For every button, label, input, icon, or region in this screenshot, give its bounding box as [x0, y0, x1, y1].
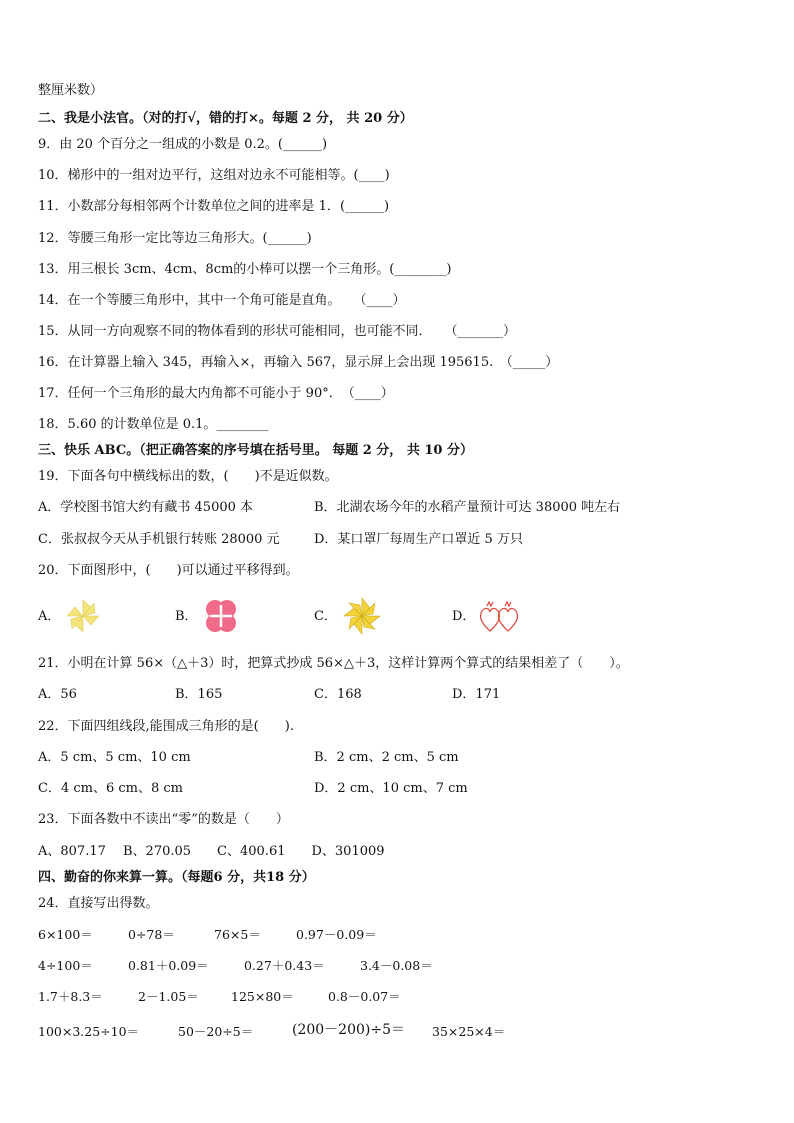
q20-option-a: A． — [38, 609, 61, 624]
question-19-stem: 19．下面各句中横线标出的数，( )不是近似数。 — [38, 469, 338, 484]
question-13: 13．用三根长 3cm、4cm、8cm的小棒可以摆一个三角形。(________) — [38, 262, 452, 277]
calc-item: 100×3.25÷10＝ — [38, 1024, 140, 1039]
q22-option-d: D．2 cm、10 cm、7 cm — [314, 781, 468, 796]
calc-item: 35×25×4＝ — [432, 1024, 506, 1039]
question-21-stem: 21．小明在计算 56×（△＋3）时，把算式抄成 56×△＋3，这样计算两个算式的结果相差了（ ）。 — [38, 656, 629, 671]
question-23-stem: 23．下面各数中不读出“零”的数是（ ） — [38, 812, 289, 827]
q19-option-b: B．北湖农场今年的水稻产量预计可达 38000 吨左右 — [314, 500, 621, 515]
question-16: 16．在计算器上输入 345，再输入×，再输入 567，显示屏上会出现 195615. （_____） — [38, 355, 559, 370]
calc-item: 50－20÷5＝ — [178, 1024, 254, 1039]
q21-option-d: D．171 — [452, 687, 501, 702]
question-20-stem: 20．下面图形中，( )可以通过平移得到。 — [38, 563, 299, 578]
question-18: 18．5.60 的计数单位是 0.1。________ — [38, 417, 269, 432]
star-pinwheel-figure — [340, 596, 384, 636]
pinwheel-figure — [62, 598, 104, 634]
calc-item: 76×5＝ — [214, 927, 261, 942]
calc-item: 1.7＋8.3＝ — [38, 989, 103, 1004]
calc-item: 125×80＝ — [231, 989, 294, 1004]
q20-option-d: D． — [452, 609, 476, 624]
question-17: 17．任何一个三角形的最大内角都不可能小于 90°． （____） — [38, 386, 394, 401]
calc-item: 3.4－0.08＝ — [360, 958, 433, 973]
calc-item: 2－1.05＝ — [138, 989, 199, 1004]
question-22-stem: 22．下面四组线段,能围成三角形的是( ). — [38, 719, 294, 734]
q22-option-a: A．5 cm、5 cm、10 cm — [38, 750, 191, 765]
q19-option-c: C．张叔叔今天从手机银行转账 28000 元 — [38, 532, 280, 547]
q21-option-c: C．168 — [314, 687, 362, 702]
q21-option-b: B．165 — [175, 687, 223, 702]
q20-option-b: B． — [175, 609, 198, 624]
calc-item: (200－200)÷5＝ — [292, 1022, 406, 1038]
section-4-heading: 四、勤奋的你来算一算。（每题6 分，共18 分） — [38, 870, 315, 885]
q22-option-c: C．4 cm、6 cm、8 cm — [38, 781, 183, 796]
q21-option-a: A．56 — [38, 687, 77, 702]
question-24: 24．直接写出得数。 — [38, 896, 159, 911]
hearts-figure — [476, 598, 524, 634]
q22-option-b: B．2 cm、2 cm、5 cm — [314, 750, 459, 765]
q19-option-d: D．某口罩厂每周生产口罩近 5 万只 — [314, 532, 523, 547]
calc-item: 0.81＋0.09＝ — [128, 958, 209, 973]
question-9: 9．由 20 个百分之一组成的小数是 0.2。(______) — [38, 137, 328, 152]
section-3-heading: 三、快乐 ABC。（把正确答案的序号填在括号里。 每题 2 分， 共 10 分） — [38, 443, 473, 458]
calc-item: 6×100＝ — [38, 927, 93, 942]
question-14: 14．在一个等腰三角形中，其中一个角可能是直角。 （____） — [38, 293, 406, 308]
question-10: 10．梯形中的一组对边平行，这组对边永不可能相等。(____) — [38, 168, 390, 183]
question-15: 15．从同一方向观察不同的物体看到的形状可能相同，也可能不同． （_______） — [38, 324, 517, 339]
q23-options: A、807.17 B、270.05 C、400.61 D、301009 — [38, 844, 385, 859]
calc-item: 4÷100＝ — [38, 958, 93, 973]
calc-item: 0.97－0.09＝ — [296, 927, 377, 942]
calc-item: 0.8－0.07＝ — [328, 989, 401, 1004]
calc-item: 0÷78＝ — [128, 927, 175, 942]
section-2-heading: 二、我是小法官。（对的打√，错的打×。每题 2 分， 共 20 分） — [38, 111, 413, 126]
clover-figure — [200, 597, 242, 635]
q20-option-c: C． — [314, 609, 337, 624]
question-11: 11．小数部分每相邻两个计数单位之间的进率是 1．(______) — [38, 199, 390, 214]
q19-option-a: A．学校图书馆大约有藏书 45000 本 — [38, 500, 254, 515]
question-12: 12．等腰三角形一定比等边三角形大。(______) — [38, 231, 312, 246]
calc-item: 0.27＋0.43＝ — [244, 958, 325, 973]
top-line: 整厘米数） — [38, 83, 104, 98]
